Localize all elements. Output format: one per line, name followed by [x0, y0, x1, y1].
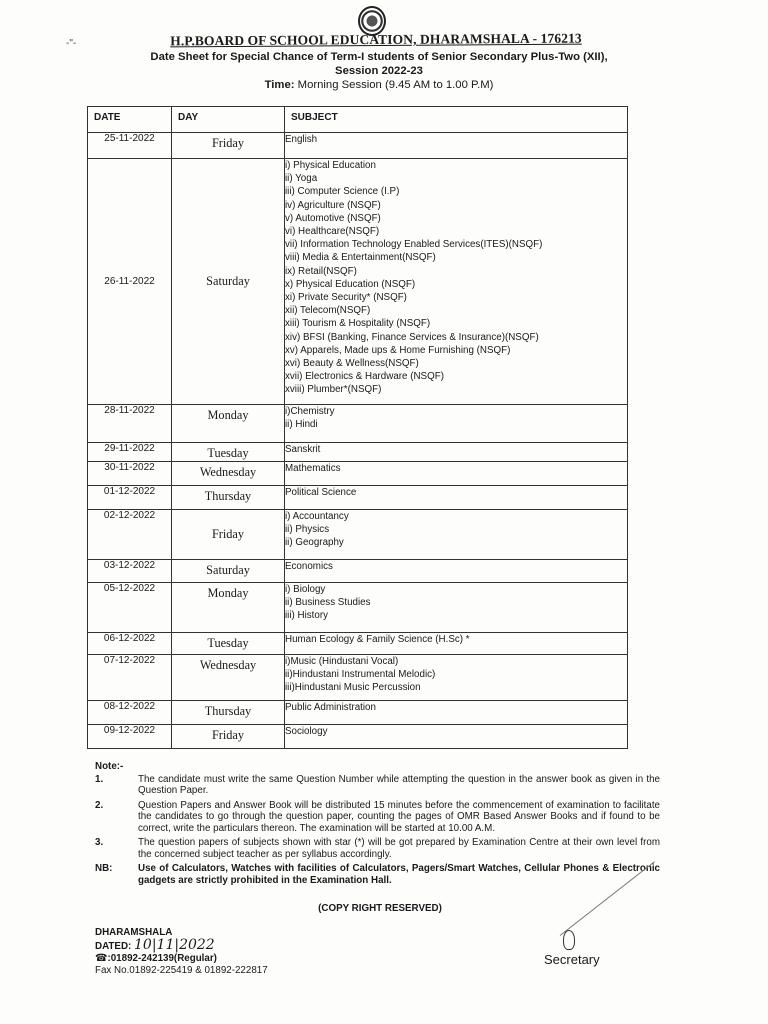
row-date: 30-11-2022 [88, 462, 172, 486]
board-name: H.P.BOARD OF SCHOOL EDUCATION, DHARAMSHALA - 176213 [170, 30, 582, 49]
time-value: Morning Session (9.45 AM to 1.00 P.M) [297, 79, 494, 91]
table-row [88, 655, 628, 701]
subject-item: i) Physical Education [285, 160, 376, 171]
table-row [88, 701, 628, 725]
subject-item: xi) Private Security* (NSQF) [285, 292, 407, 304]
subject-item: viii) Media & Entertainment(NSQF) [285, 252, 436, 264]
row-subjects [285, 510, 628, 560]
row-date: 07-12-2022 [88, 655, 172, 701]
table-row [88, 462, 628, 486]
subject-item: Mathematics [285, 463, 341, 474]
row-day: Friday [172, 133, 285, 159]
subject-item: ii) Hindi [285, 419, 318, 431]
row-subjects [285, 701, 628, 725]
row-date: 25-11-2022 [88, 133, 172, 159]
dated-label: DATED: [95, 941, 132, 952]
row-subjects [285, 133, 628, 159]
subject-item: iii)Hindustani Music Percussion [285, 682, 421, 694]
signature-mark [563, 930, 575, 950]
row-date: 03-12-2022 [88, 560, 172, 583]
table-row [88, 159, 628, 405]
table-row [88, 633, 628, 655]
phone-number: :01892-242139(Regular) [107, 953, 217, 964]
col-header-date: DATE [88, 107, 172, 133]
phone-icon: ☎ [95, 953, 108, 964]
row-day: Monday [172, 405, 285, 443]
row-date: 26-11-2022 [88, 159, 172, 405]
subject-item: xvii) Electronics & Hardware (NSQF) [285, 371, 444, 383]
footer-contact [95, 927, 268, 977]
subject-item: ii) Geography [285, 537, 344, 549]
subject-item: Human Ecology & Family Science (H.Sc) * [285, 634, 470, 645]
subject-item: ii) Physics [285, 524, 330, 536]
row-subjects [285, 462, 628, 486]
row-day: Thursday [172, 701, 285, 725]
row-date: 01-12-2022 [88, 486, 172, 510]
footer-place: DHARAMSHALA [95, 927, 173, 938]
notes-heading: Note:- [95, 761, 124, 772]
subject-item: Economics [285, 561, 333, 572]
table-header-row [88, 107, 628, 133]
subject-item: xiv) BFSI (Banking, Finance Services & Insurance)(NSQF) [285, 331, 539, 343]
row-day: Wednesday [172, 462, 285, 486]
row-date: 09-12-2022 [88, 725, 172, 749]
row-day: Friday [172, 510, 285, 560]
row-subjects [285, 655, 628, 701]
table-row [88, 405, 628, 443]
note-number: 2. [95, 799, 104, 811]
dated-value: 10|11|2022 [134, 937, 215, 953]
col-header-day: DAY [172, 107, 285, 133]
subject-item: xiii) Tourism & Hospitality (NSQF) [285, 318, 431, 330]
table-row [88, 486, 628, 510]
table-row [88, 510, 628, 560]
note-number: 1. [95, 773, 104, 785]
note-item [95, 774, 660, 797]
note-number: 3. [95, 837, 104, 848]
time-label: Time: [264, 79, 295, 91]
row-subjects [285, 159, 628, 405]
table-row [88, 443, 628, 462]
note-item [95, 863, 660, 886]
row-subjects [285, 486, 628, 510]
row-date: 06-12-2022 [88, 633, 172, 655]
subject-item: xii) Telecom(NSQF) [285, 305, 371, 317]
table-row [88, 725, 628, 749]
row-subjects [285, 725, 628, 749]
subject-item: i) Biology [285, 584, 326, 595]
row-subjects [285, 560, 628, 583]
note-item [95, 800, 660, 835]
subject-item: v) Automotive (NSQF) [285, 212, 381, 224]
row-day: Saturday [172, 159, 285, 405]
exam-time [84, 79, 674, 91]
subject-item: iv) Agriculture (NSQF) [285, 199, 381, 211]
margin-mark: -"- [66, 38, 77, 49]
footer-dated [95, 939, 268, 953]
note-number: NB: [95, 863, 113, 874]
row-day: Wednesday [172, 655, 285, 701]
row-subjects [285, 583, 628, 633]
row-date: 02-12-2022 [88, 510, 172, 560]
footer-phone [95, 953, 268, 965]
date-sheet-table [87, 106, 628, 749]
col-header-subject: SUBJECT [285, 107, 628, 133]
subject-item: xv) Apparels, Made ups & Home Furnishing (NSQF) [285, 344, 511, 356]
subject-item: i) Accountancy [285, 511, 349, 522]
subject-item: x) Physical Education (NSQF) [285, 278, 416, 290]
row-date: 28-11-2022 [88, 405, 172, 443]
row-day: Tuesday [172, 443, 285, 462]
note-text: The candidate must write the same Question Number while attempting the question in the answer book as given in the Question Paper. [138, 773, 660, 796]
signatory-title: Secretary [544, 952, 600, 967]
row-date: 08-12-2022 [88, 701, 172, 725]
subject-item: xvi) Beauty & Wellness(NSQF) [285, 358, 419, 370]
subject-item: Sociology [285, 726, 328, 737]
row-date: 29-11-2022 [88, 443, 172, 462]
fax-number: Fax No.01892-225419 & 01892-222817 [95, 965, 268, 976]
row-day: Monday [172, 583, 285, 633]
subject-item: ix) Retail(NSQF) [285, 265, 357, 277]
note-text: Question Papers and Answer Book will be distributed 15 minutes before the commencement of examination to facilitate the candidates to go through the question paper, counting the pages of OMR Based Answer Books and if found to be correct, write the particulars thereon. The examination will be started at 10.00 A.M. [138, 799, 660, 834]
note-text: Use of Calculators, Watches with facilities of Calculators, Pagers/Smart Watches, Cellular Phones & Electronic gadgets are strictly prohibited in the Examination Hall. [138, 863, 660, 886]
document-title: Date Sheet for Special Chance of Term-I students of Senior Secondary Plus-Two (XII), [150, 51, 608, 63]
row-subjects [285, 633, 628, 655]
row-subjects [285, 405, 628, 443]
subject-item: ii) Business Studies [285, 597, 371, 609]
note-item [95, 837, 660, 860]
row-day: Saturday [172, 560, 285, 583]
subject-item: Public Administration [285, 702, 376, 713]
subject-item: English [285, 134, 318, 145]
subject-item: ii)Hindustani Instrumental Melodic) [285, 669, 436, 681]
subject-item: Sanskrit [285, 444, 321, 455]
row-date: 05-12-2022 [88, 583, 172, 633]
subject-item: i)Music (Hindustani Vocal) [285, 656, 399, 667]
table-row [88, 560, 628, 583]
note-text: The question papers of subjects shown with star (*) will be got prepared by Examination Centre at their own level from the concerned subject teacher as per syllabus accordingly. [138, 837, 660, 860]
subject-item: Political Science [285, 487, 357, 498]
row-day: Friday [172, 725, 285, 749]
subject-item: iii) Computer Science (I.P) [285, 186, 400, 198]
session: Session 2022-23 [335, 65, 423, 77]
row-day: Thursday [172, 486, 285, 510]
subject-item: vii) Information Technology Enabled Services(ITES)(NSQF) [285, 239, 543, 251]
copyright-notice: (COPY RIGHT RESERVED) [318, 903, 442, 914]
subject-item: ii) Yoga [285, 173, 318, 185]
table-row [88, 583, 628, 633]
subject-item: iii) History [285, 610, 328, 622]
table-row [88, 133, 628, 159]
subject-item: vi) Healthcare(NSQF) [285, 226, 380, 238]
subject-item: i)Chemistry [285, 406, 335, 417]
notes-section [95, 761, 660, 889]
subject-item: xviii) Plumber*(NSQF) [285, 384, 382, 396]
row-day: Tuesday [172, 633, 285, 655]
row-subjects [285, 443, 628, 462]
